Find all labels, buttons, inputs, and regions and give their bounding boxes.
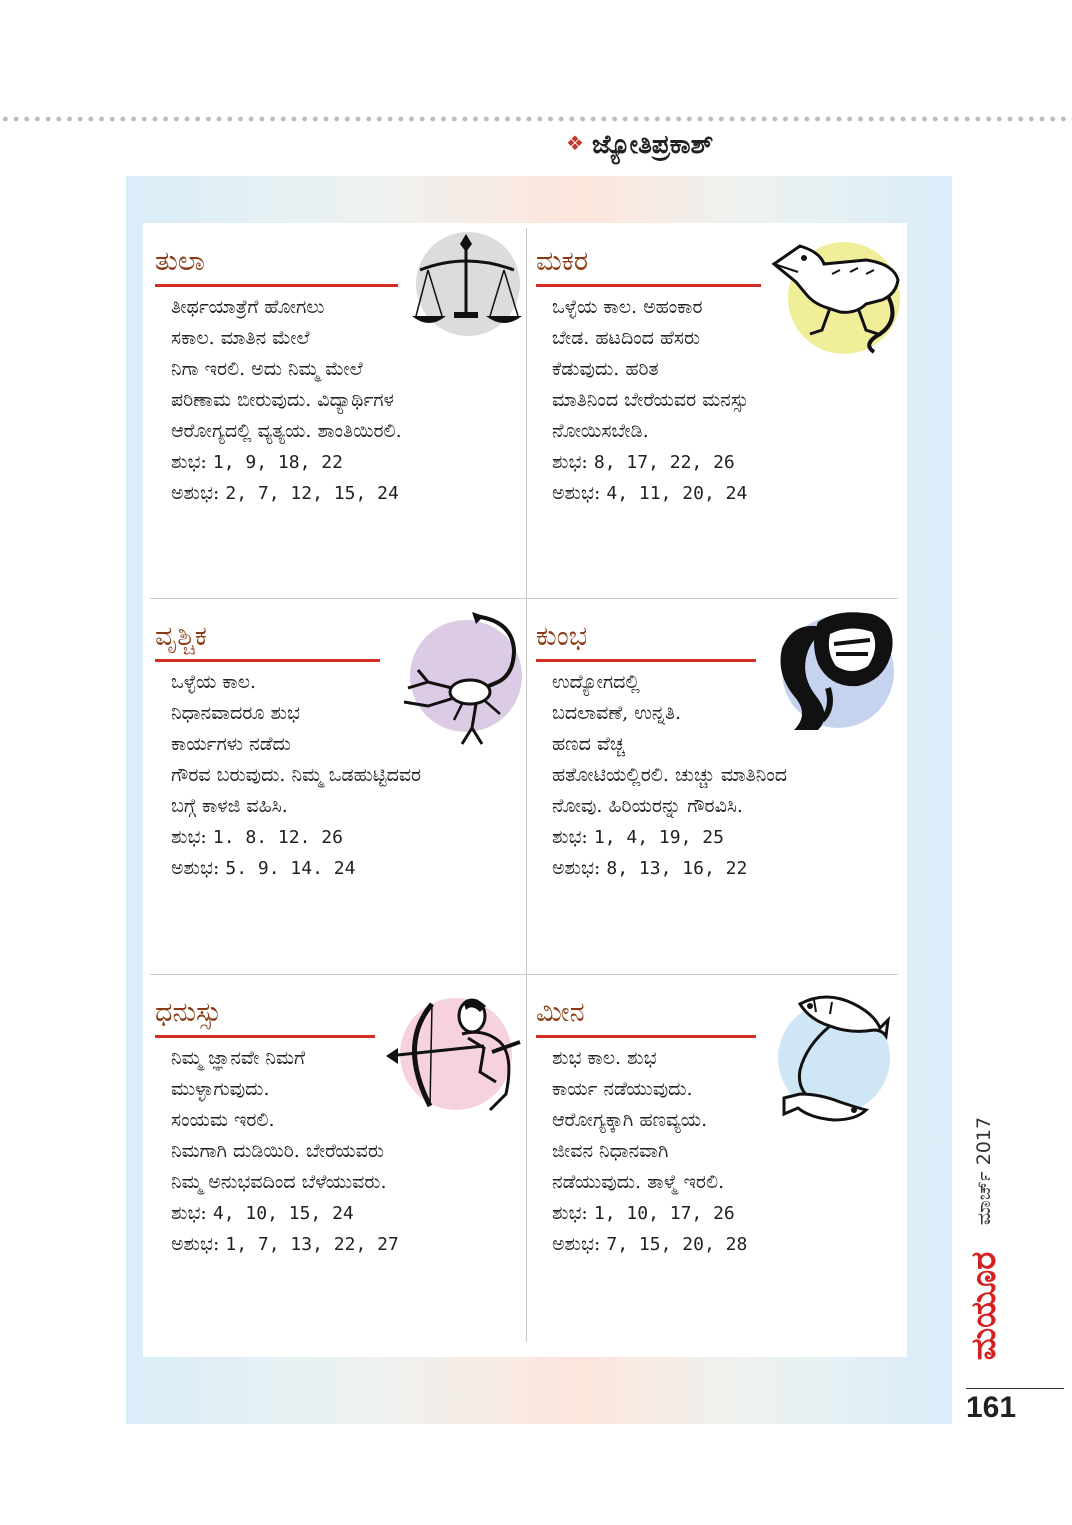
- unlucky-days: ಅಶುಭ: 2, 7, 12, 15, 24: [171, 482, 399, 504]
- lucky-days: ಶುಭ: 8, 17, 22, 26: [552, 451, 735, 473]
- text-line: ನಡೆಯುವುದು. ತಾಳ್ಮೆ ಇರಲಿ.: [552, 1171, 725, 1193]
- author-name: ಜ್ಯೋತಿಪ್ರಕಾಶ್: [591, 130, 714, 160]
- sign-title: ತುಲಾ: [155, 246, 205, 277]
- text-line: ನಿಮಗಾಗಿ ದುಡಿಯಿರಿ. ಬೇರೆಯವರು: [171, 1140, 384, 1162]
- lucky-days: ಶುಭ: 4, 10, 15, 24: [171, 1202, 354, 1224]
- text-line: ನಿಧಾನವಾದರೂ ಶುಭ: [171, 702, 300, 724]
- text-line: ಸಕಾಲ. ಮಾತಿನ ಮೇಲೆ: [171, 327, 310, 349]
- text-line: ಪರಿಣಾಮ ಬೀರುವುದು. ವಿದ್ಯಾರ್ಥಿಗಳ: [171, 389, 394, 411]
- text-line: ಬಗ್ಗೆ ಕಾಳಜಿ ವಹಿಸಿ.: [171, 795, 288, 817]
- title-underline: [536, 1035, 756, 1038]
- pisces-fish-icon: [770, 990, 892, 1126]
- text-line: ನಿಮ್ಮ ಅನುಭವದಿಂದ ಬೆಳೆಯುವರು.: [171, 1171, 387, 1193]
- text-line: ಮಾತಿನಿಂದ ಬೇರೆಯವರ ಮನಸ್ಸು: [552, 389, 749, 411]
- title-underline: [155, 1035, 375, 1038]
- issue-month: ಮಾರ್ಚ್ 2017: [973, 1116, 995, 1226]
- lucky-days: ಶುಭ: 1. 8. 12. 26: [171, 826, 343, 848]
- page-number: 161: [966, 1388, 1064, 1425]
- unlucky-days: ಅಶುಭ: 5. 9. 14. 24: [171, 857, 356, 879]
- unlucky-days: ಅಶುಭ: 4, 11, 20, 24: [552, 482, 748, 504]
- text-line: ಆರೋಗ್ಯಕ್ಕಾಗಿ ಹಣವ್ಯಯ.: [552, 1109, 708, 1131]
- sign-title: ಮಕರ: [536, 246, 589, 277]
- text-line: ತೀರ್ಥಯಾತ್ರೆಗೆ ಹೋಗಲು: [171, 296, 325, 318]
- text-line: ಕಾರ್ಯ ನಡೆಯುವುದು.: [552, 1078, 693, 1100]
- sign-title: ಧನುಸ್ಸು: [155, 997, 222, 1028]
- sign-title: ಕುಂಭ: [536, 621, 588, 652]
- text-line: ನೋವು. ಹಿರಿಯರನ್ನು ಗೌರವಿಸಿ.: [552, 795, 743, 817]
- text-line: ಸಂಯಮ ಇರಲಿ.: [171, 1109, 275, 1131]
- sign-text: [171, 292, 402, 509]
- title-underline: [536, 659, 756, 662]
- text-line: ಆರೋಗ್ಯದಲ್ಲಿ ವ್ಯತ್ಯಯ. ಶಾಂತಿಯಿರಲಿ.: [171, 420, 402, 442]
- libra-scales-icon: [408, 230, 526, 338]
- sign-title: ಮೀನ: [536, 997, 585, 1028]
- text-line: ನಿಗಾ ಇರಲಿ. ಅದು ನಿಮ್ಮ ಮೇಲೆ: [171, 358, 363, 380]
- lucky-days: ಶುಭ: 1, 10, 17, 26: [552, 1202, 735, 1224]
- title-underline: [155, 284, 398, 287]
- unlucky-days: ಅಶುಭ: 8, 13, 16, 22: [552, 857, 748, 879]
- text-line: ಬೇಡ. ಹಟದಿಂದ ಹೆಸರು: [552, 327, 701, 349]
- sign-text: [552, 292, 749, 509]
- sign-title: ವೃಶ್ಚಿಕ: [155, 621, 207, 652]
- text-line: ಹಣದ ವೆಚ್ಚ: [552, 733, 625, 755]
- text-line: ಮುಳ್ಳಾಗುವುದು.: [171, 1078, 270, 1100]
- column-divider: [526, 228, 527, 1342]
- title-underline: [536, 284, 761, 287]
- unlucky-days: ಅಶುಭ: 1, 7, 13, 22, 27: [171, 1233, 399, 1255]
- text-line: ಜೀವನ ನಿಧಾನವಾಗಿ: [552, 1140, 669, 1162]
- text-line: ಬದಲಾವಣೆ, ಉನ್ನತಿ.: [552, 702, 682, 724]
- text-line: ಹತೋಟಿಯಲ್ಲಿರಲಿ. ಚುಚ್ಚು ಮಾತಿನಿಂದ: [552, 764, 788, 786]
- lucky-days: ಶುಭ: 1, 4, 19, 25: [552, 826, 724, 848]
- capricorn-crocodile-icon: [770, 234, 904, 356]
- author-byline: [566, 130, 713, 161]
- bullet-icon: ❖: [566, 131, 584, 155]
- text-line: ಒಳ್ಳೆಯ ಕಾಲ.: [171, 671, 257, 693]
- unlucky-days: ಅಶುಭ: 7, 15, 20, 28: [552, 1233, 748, 1255]
- magazine-logo: ಮಯೂರ: [964, 1251, 1004, 1361]
- text-line: ಉದ್ಯೋಗದಲ್ಲಿ: [552, 671, 640, 693]
- title-underline: [155, 659, 380, 662]
- text-line: ಗೌರವ ಬರುವುದು. ನಿಮ್ಮ ಒಡಹುಟ್ಟಿದವರ: [171, 764, 422, 786]
- side-label: [966, 1106, 1002, 1366]
- sign-text: [171, 1043, 399, 1260]
- sagittarius-archer-icon: [384, 994, 526, 1112]
- lucky-days: ಶುಭ: 1, 9, 18, 22: [171, 451, 343, 473]
- aquarius-pot-icon: [772, 604, 900, 744]
- text-line: ನೋಯಿಸಬೇಡಿ.: [552, 420, 649, 442]
- dotted-divider: [0, 116, 1072, 122]
- sign-text: [171, 667, 421, 884]
- text-line: ಕೆಡುವುದು. ಹರಿತ: [552, 358, 659, 380]
- text-line: ಕಾರ್ಯಗಳು ನಡೆದು: [171, 733, 291, 755]
- text-line: ಒಳ್ಳೆಯ ಕಾಲ. ಅಹಂಕಾರ: [552, 296, 703, 318]
- text-line: ನಿಮ್ಮ ಜ್ಞಾನವೇ ನಿಮಗೆ: [171, 1047, 306, 1069]
- sign-text: [552, 1043, 747, 1260]
- text-line: ಶುಭ ಕಾಲ. ಶುಭ: [552, 1047, 657, 1069]
- sign-text: [552, 667, 787, 884]
- scorpio-scorpion-icon: [388, 610, 522, 748]
